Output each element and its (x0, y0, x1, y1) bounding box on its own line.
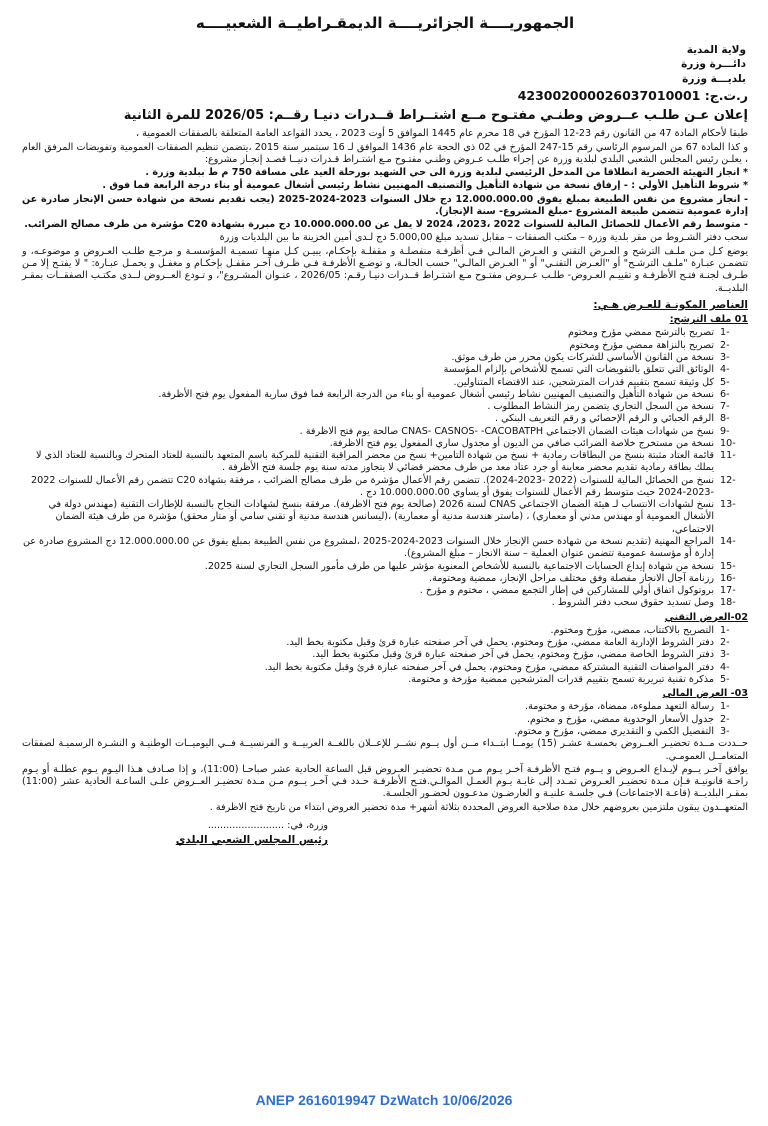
item-text: نسخ من الحصائل المالية للسنوات (2022 -2023-2024). تتضمن رقم الأعمال مؤشرة من طرف مصالح الضرائب ، مرفقة بشهادة C20 تتضمن رقم الأعمال للسنوات 2022 -2023-2024 حيث متوسط رقم الأعمال للسنوات يفوق أو يساوي 10.000.000.00 دج . (31, 474, 714, 498)
item-number: 8- (720, 413, 730, 425)
list-item (22, 585, 742, 597)
announcement-headline (22, 108, 748, 125)
issuer-line: ولاية المدية (686, 44, 746, 57)
item-text: دفتر المواصفات التقنية المشتركة ممضي، مؤرخ ومختوم، يحمل في آخر صفحته عبارة قرئ وقبل مكتوبة بخط اليد. (264, 661, 714, 673)
list-item (22, 714, 742, 726)
closing-paragraph: المتعهــدون يبقون ملتزمين بعروضهم خلال مدة صلاحية العروض المحددة بثلاثة أشهر+ مدة تحضير العروض ابتداء من تاريخ فتح الاظرفة . (209, 801, 748, 813)
list-item (22, 597, 742, 609)
list-item (22, 662, 742, 674)
item-text: مذكرة تقنية تبريرية تسمح بتقييم قدرات المترشحين ممضية مؤرخة و مختومة. (408, 673, 714, 685)
reference-label: ر.ت.ج: (704, 87, 748, 103)
item-text: قائمة العتاد مثبتة بنسخ من البطاقات رمادية + نسخ من شهادة التامين+ نسخ من محضر المراقبة التقنية للمركبة باسم المتعهد بالنسبة للعتاد المتحرك وبالنسبة للعتاد الذي لا يملك بطاقة رمادية تقديم محضر معاينة أو جرد عتاد معد من طرف محضر قضائي لا يتجاوز مدته سنة يوم جلسة فتح الأظرفة . (36, 450, 714, 474)
item-number: 13- (720, 499, 736, 511)
list-item (22, 573, 742, 585)
closing-paragraphs (22, 738, 748, 814)
intro-paragraph: طبقا لأحكام المادة 47 من القانون رقم 23-12 المؤرخ في 18 محرم عام 1445 الموافق 5 أوت 2023 ، يحدد القواعد العامة المتعلقة بالصفقات العمومية ، (135, 128, 748, 140)
item-number: 3- (720, 725, 730, 737)
section-title: 03- العرض المالي (662, 688, 748, 700)
signature-place-date: وزرة، في: ......................... (207, 819, 328, 831)
list-item (22, 625, 742, 637)
item-text: جدول الأسعار الوحدوية ممضي، مؤرخ و مختوم. (526, 713, 714, 725)
item-text: نسخة من شهادة إيداع الحسابات الاجتماعية بالنسبة للأشخاص المعنوية مؤشر عليها من طرف مأمور السجل التجاري لسنة 2025. (204, 560, 714, 572)
item-number: 1- (720, 701, 730, 713)
signature-title: رئيس المجلس الشعبي البلدي (175, 834, 328, 847)
reference-condition: - انجاز مشروع من نفس الطبيعة بمبلغ يفوق 12.000.000.00 دج خلال السنوات 2023-2024-2025 (يجب تقديم نسخة من شهادة حسن الإنجاز صادرة عن إدارة عمومية تتضمن طبيعة المشروع -مبلغ المشروع- سنة الإنجاز). (22, 193, 748, 217)
item-number: 18- (720, 597, 736, 609)
list-item (22, 649, 742, 661)
issuer-line: دائـــرة وزرة (681, 58, 746, 71)
item-number: 11- (720, 450, 736, 462)
item-number: 14- (720, 536, 736, 547)
components-heading: العناصر المكونـة للعـرض هـي: (593, 298, 748, 311)
item-text: تصريح بالترشح ممضي مؤرخ ومختوم (568, 327, 714, 339)
item-text: التفصيل الكمي و التقديري ممضي، مؤرخ و مختوم. (514, 725, 714, 737)
list-item (22, 340, 742, 352)
list-item (22, 364, 742, 376)
document-title: الجمهوريــــة الجزائريــــة الديمقـراطيــة الشعبيــــه (195, 14, 575, 32)
issuer-block (22, 43, 746, 86)
item-number: 3- (720, 352, 730, 364)
candidature-file-list (22, 327, 748, 609)
financial-offer-list (22, 701, 748, 738)
item-text: نسخة من مستخرج خلاصة الضرائب صافي من الديون أو مجدول ساري المفعول يوم فتح الاظرفة. (329, 437, 714, 449)
item-number: 4- (720, 364, 730, 376)
item-text: نسخة من القانون الأساسي للشركات يكون محرر من طرف موثق. (451, 352, 714, 364)
item-number: 10- (720, 437, 736, 449)
item-text: تصريح بالنزاهة ممضي مؤرخ ومختوم (569, 339, 714, 351)
intro-paragraph: يوضع كـل مـن ملـف الترشح و العـرض التقني و العـرض المالـي فـي أظرفـة منفصلـة و مقفلـة بإحكـام، يبيـن كـل منهـا تسميـة المؤسسـة و مرجـع طلـب العـروض و موضوعـه، و تتضمـن عبـارة "ملـف الترشـح" أو "العـرض التقنـي" أو " العـرض المالـي" حسب الحالـة، و توضـع الأظرفـة فـي ظـرف آخـر مقفـل بإحكـام و مغفـل و يحمـل عبـارة: " لا يفتـح إلا مـن طـرف لجنـة فتـح الأظرفـة و تقييـم العـروض- طلـب عــروض مفتـوح مـع اشتـراط قــدرات دنيـا رقـم: 2026/05 ، عنـوان المشـروع"، و تـودع العــروض لــدى مكتـب الصفقــات بمقـر البلديــة. (22, 245, 748, 294)
item-number: 2- (720, 713, 730, 725)
item-text: الوثائق التي تتعلق بالتفويضات التي تسمح للأشخاص بإلزام المؤسسة (443, 364, 714, 376)
list-item (22, 450, 742, 475)
item-text: نسخة من السجل التجاري يتضمن رمز النشاط المطلوب . (487, 401, 714, 413)
list-item (22, 389, 742, 401)
list-item (22, 438, 742, 450)
item-text: نسخة من شهادة التأهيل والتصنيف المهنيين نشاط رئيسي أشغال عمومية أو بناء من الدرجة الرابعة فما فوق سارية المفعول يوم فتح الأظرفة. (158, 388, 714, 400)
item-number: 7- (720, 401, 730, 413)
list-item (22, 327, 742, 339)
item-number: 2- (720, 637, 730, 649)
list-item (22, 674, 742, 686)
item-number: 4- (720, 661, 730, 673)
item-text: المراجع المهنية (تقديم نسخة من شهادة حسن الإنجاز خلال السنوات 2023-2024-2025 ،لمشروع من نفس الطبيعة بمبلغ يفوق عن 12.000.000.00 دج المشروع صادرة عن إدارة أو مؤسسة عمومية تتضمن عنوان العملية – سنة الانجاز – مبلغ المشروع). (22, 536, 714, 560)
list-item (22, 561, 742, 573)
item-number: 1- (720, 624, 730, 636)
item-text: كل وثيقة تسمح بتقييم قدرات المترشحين، عند الاقتضاء المتناولين. (453, 376, 714, 388)
qualification-condition: * شروط التأهيل الأولي : - إرفاق نسخة من شهادة التأهيل والتصنيف المهنيين نشاط رئيسي أشغال عمومية أو بناء درجة الرابعة فما فوق . (102, 180, 748, 192)
item-number: 12- (720, 474, 736, 486)
list-item (22, 352, 742, 364)
item-number: 15- (720, 560, 736, 572)
item-number: 5- (720, 673, 730, 685)
list-item (22, 377, 742, 389)
headline-suffix: للمرة الثانية (123, 107, 201, 123)
item-number: 16- (720, 572, 736, 584)
closing-paragraph: يوافق آخـر يــوم لإيـداع العـروض و يــوم فتـح الأظرفـة آخـر يـوم مـن مـدة تحضيـر العـروض قبل الساعة الحادية عشر صباحـا (11:00)، و إذا صـادف هـذا اليـوم يـوم عطلـة أو يـوم راحـة قانونيـة فـإن مـدة تحضيـر العـروض تمـدد إلى غايـة يـوم العمـل الموالـي.فتـح الأظرفـة حـدد فـي آخـر يــوم مـن مـدة تحضيـر العــروض علـى الساعـة الحادية عشر (11:00) بمقـر البلديــة (قاعـة الاجتماعات) فـي جلسـة علنيـة و العارضـون مدعـوون لحضـور الجلسـة. (22, 763, 748, 800)
reference-line (22, 88, 748, 104)
item-text: دفتر الشروط الإدارية العامة ممضي، مؤرخ ومختوم، يحمل في آخر صفحته عبارة قرئ وقبل مكتوبة بخط اليد. (286, 637, 714, 649)
list-item (22, 413, 742, 425)
item-number: 2- (720, 339, 730, 351)
item-text: نسخ من شهادات هيئات الضمان الاجتماعي CNAS- CASNOS- -CACOBATPH صالحة يوم فتح الاظرفة . (299, 425, 714, 437)
item-number: 1- (720, 327, 730, 339)
item-number: 3- (720, 649, 730, 661)
item-text: دفتر الشروط الخاصة ممضي، مؤرخ ومختوم، يحمل في آخر صفحته عبارة قرئ وقبل مكتوبة بخط اليد. (312, 649, 714, 661)
project-title: * انجاز التهيئة الحضرية انطلاقا من المدخل الرئيسي لبلدية وزرة الى حي الشهيد بورحلة العيد على مسافة 750 م ط ببلدية وزرة . (145, 167, 748, 179)
turnover-condition: - متوسط رقم الأعمال للحصائل المالية للسنوات 2022 ،2023، 2024 لا يقل عن 10.000.000.00 دج مبررة بشهادة C20 مؤشرة من طرف مصالح الضرائب. (24, 219, 748, 231)
reference-number: 423002000026037010001 (517, 87, 701, 103)
list-item (22, 426, 742, 438)
technical-offer-list (22, 625, 748, 686)
item-number: 9- (720, 425, 730, 437)
list-item (22, 536, 742, 561)
intro-paragraph: و كذا المادة 67 من المرسوم الرئاسي رقم 15-247 المؤرخ في 02 ذي الحجة عام 1436 الموافق لـ 16 سبتمبر سنة 2015 ،يتضمن تنظيم الصفقات العمومية وتفويضات المرفق العام ، يعلـن رئيس المجلس الشعبي البلدي لبلدية وزرة عن إجراء طلـب عـروض وطنـي مفتـوح مـع اشتـراط قـدرات دنيــا قصـد إنجـاز مشروع: (22, 141, 748, 165)
item-text: نسخ لشهادات الانتساب لـ هيئة الضمان الاجتماعي CNAS لسنة 2026 (صالحة يوم فتح الاظرفة). مرفقة بنسخ لشهادات النجاح بالنسبة للإطارات التقنية (مهندس دولة في الأشغال العمومية أو مهندس مدني أو معماري) ، (ماستر هندسة مدنية أو معمارية) ،(ليسانس هندسة مدنية أو تقني سامي أو متار محقق) مؤشرة من طرف هيئة الضمان الاجتماعي، (48, 499, 714, 535)
list-item (22, 701, 742, 713)
intro-paragraph: سحب دفتر الشـروط من مقر بلدية وزرة – مكتب الصفقات – مقابل تسديد مبلغ 5.000,00 دج لـدى أمين الخزينة ما بين البلديات وزرة (219, 232, 748, 244)
item-text: الرقم الجبائي و الرقم الإحصائي و رقم التعريف البنكي . (495, 413, 714, 425)
item-number: 17- (720, 585, 736, 597)
item-text: بروتوكول اتفاق أولي للمشاركين في إطار التجمع ممضي ، مختوم و مؤرخ . (419, 585, 714, 597)
intro-paragraphs (22, 128, 748, 294)
closing-paragraph: حــددت مــدة تحضيـر العــروض بخمسـة عشـر (15) يومــا ابتــداء مــن أول يــوم نشــر للإعــلان باللغــة العربيــة و الفرنسيــة فــي اليوميــات الوطنيـة و النشـرة الرسميـة لصفقات المتعامــل العمومـي. (22, 738, 748, 762)
item-number: 5- (720, 376, 730, 388)
item-text: التصريح بالاكتتاب، ممضي، مؤرخ ومختوم. (550, 624, 714, 636)
item-text: رزنامة آجال الانجاز مفصلة وفق مختلف مراحل الإنجاز، ممضية ومختومة. (429, 572, 714, 584)
section-title: 01 ملف الترشح: (669, 314, 748, 326)
issuer-line: بلديـــة وزرة (682, 72, 746, 85)
item-text: وصل تسديد حقوق سحب دفتر الشروط . (551, 597, 714, 609)
headline-text: إعلان عـن طلـب عــروض وطنـي مفتـوح مــع اشتــراط قــدرات دنيـا رقــم: 2026/05 (205, 107, 748, 123)
item-number: 6- (720, 388, 730, 400)
list-item (22, 637, 742, 649)
list-item (22, 726, 742, 738)
section-title: 02-العرض التقني (664, 611, 748, 623)
item-text: رسالة التعهد مملوءة، ممضاة، مؤرخة و مختومة. (525, 701, 714, 713)
list-item (22, 499, 742, 536)
announcement-page (22, 6, 748, 1081)
list-item (22, 401, 742, 413)
list-item (22, 475, 742, 500)
footer-source: ANEP 2616019947 DzWatch 10/06/2026 (255, 1092, 513, 1108)
